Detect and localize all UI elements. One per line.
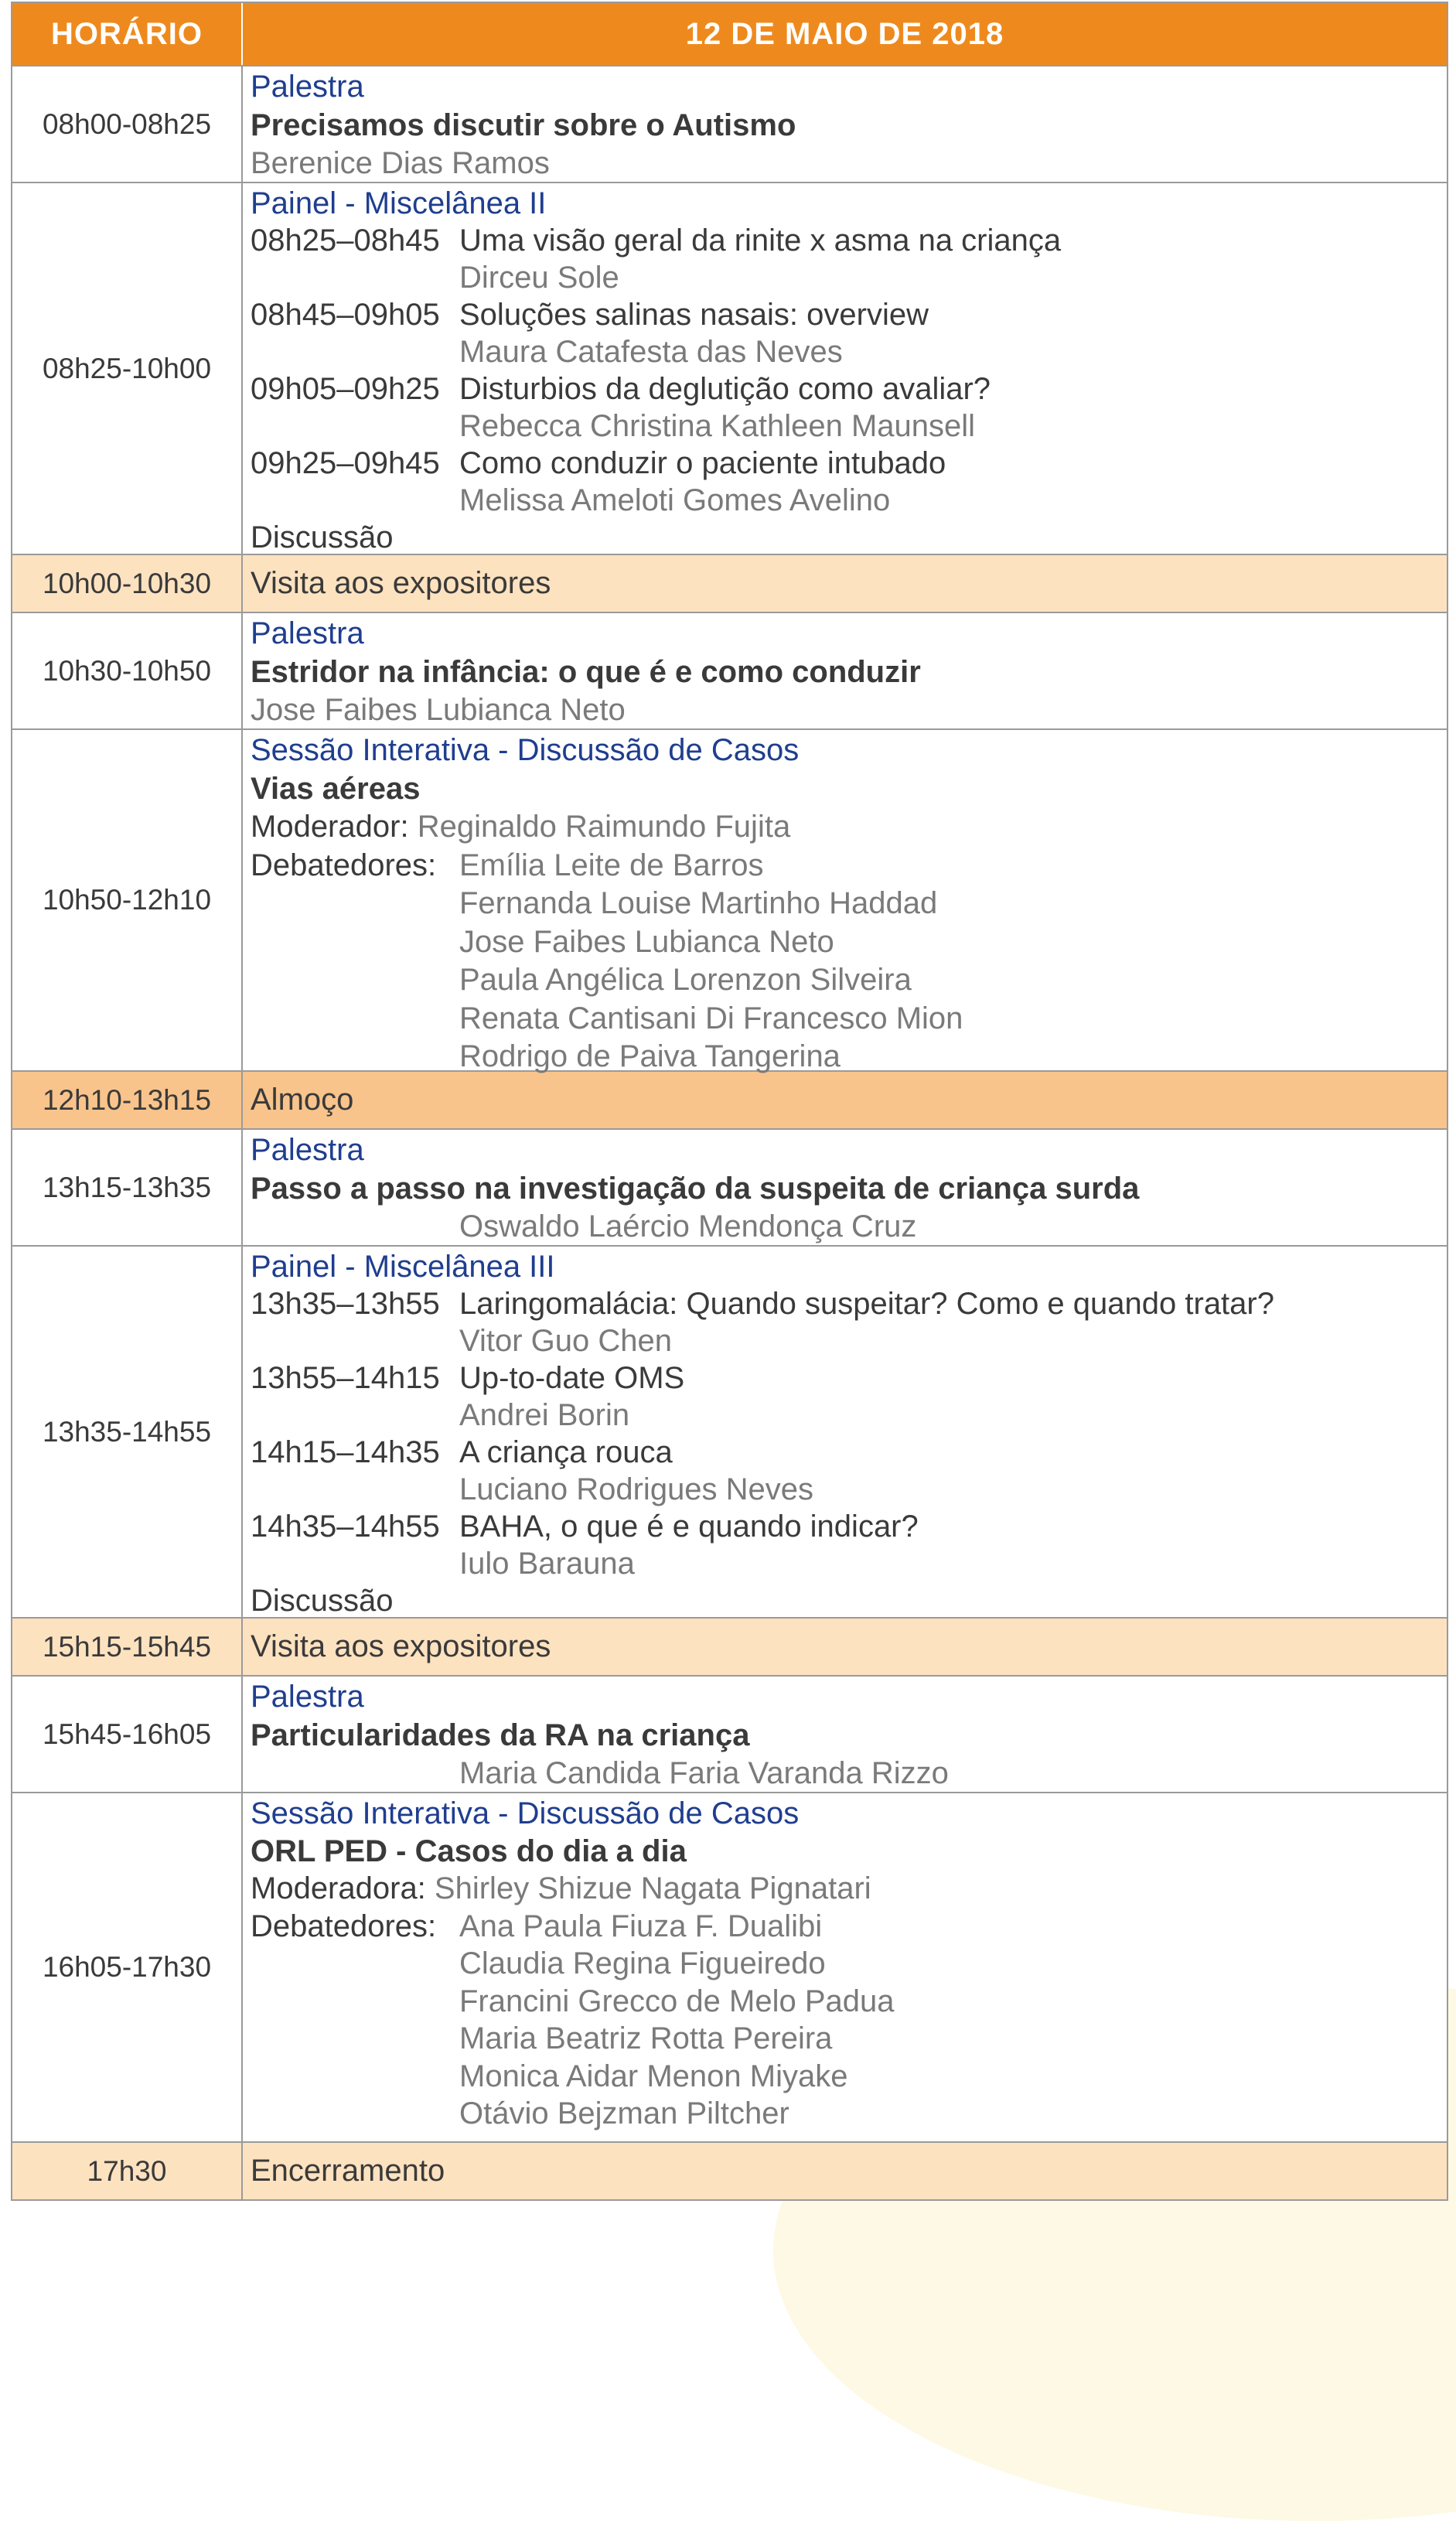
session-speaker: Berenice Dias Ramos — [251, 146, 550, 180]
row-content: Visita aos expositores — [251, 1629, 551, 1663]
table-row — [12, 65, 1447, 182]
talk-time: 14h15–14h35 — [251, 1435, 440, 1469]
session-category: Sessão Interativa - Discussão de Casos — [251, 733, 800, 767]
debaters-label: Debatedores: — [251, 1909, 437, 1943]
header-time-column: HORÁRIO — [12, 3, 243, 65]
table-row — [12, 1128, 1447, 1245]
debater-name: Claudia Regina Figueiredo — [459, 1946, 826, 1980]
talk-speaker: Vitor Guo Chen — [459, 1324, 672, 1358]
session-category: Palestra — [251, 1133, 364, 1167]
talk-time: 08h25–08h45 — [251, 223, 440, 258]
table-row — [12, 554, 1447, 612]
table-row — [12, 728, 1447, 1073]
talk-title: Up-to-date OMS — [459, 1361, 685, 1395]
row-time: 08h25-10h00 — [12, 183, 243, 554]
row-content — [243, 1130, 1447, 1245]
panel-talk — [251, 222, 1439, 259]
talk-title: Uma visão geral da rinite x asma na criança — [459, 223, 1062, 258]
panel-talk — [251, 1285, 1439, 1322]
row-time: 13h35-14h55 — [12, 1247, 243, 1617]
session-title: Passo a passo na investigação da suspeita de criança surda — [251, 1171, 1140, 1206]
debater-name: Paula Angélica Lorenzon Silveira — [459, 963, 912, 997]
row-time: 15h45-16h05 — [12, 1677, 243, 1792]
debaters-label: Debatedores: — [251, 848, 437, 882]
panel-talk — [251, 445, 1439, 482]
session-category: Painel - Miscelânea III — [251, 1250, 555, 1284]
talk-title: A criança rouca — [459, 1435, 673, 1469]
moderator-name: Reginaldo Raimundo Fujita — [417, 810, 791, 844]
row-time: 08h00-08h25 — [12, 67, 243, 182]
row-content — [243, 67, 1447, 182]
panel-talk — [251, 1359, 1439, 1397]
moderator-line — [251, 808, 1439, 847]
talk-speaker: Maura Catafesta das Neves — [459, 335, 843, 369]
debater-name: Ana Paula Fiuza F. Dualibi — [459, 1909, 823, 1943]
debater-name: Jose Faibes Lubianca Neto — [459, 924, 834, 959]
debater-name: Renata Cantisani Di Francesco Mion — [459, 1001, 963, 1035]
session-category: Painel - Miscelânea II — [251, 186, 547, 220]
row-time: 15h15-15h45 — [12, 1619, 243, 1675]
row-time: 10h30-10h50 — [12, 613, 243, 728]
session-category: Palestra — [251, 1680, 364, 1714]
panel-talk — [251, 1508, 1439, 1545]
talk-time: 08h45–09h05 — [251, 298, 440, 332]
talk-speaker: Dirceu Sole — [459, 261, 619, 295]
row-content — [243, 730, 1447, 1073]
schedule-table — [11, 2, 1448, 2201]
talk-speaker: Rebecca Christina Kathleen Maunsell — [459, 409, 976, 443]
row-time: 17h30 — [12, 2143, 243, 2199]
session-speaker: Oswaldo Laércio Mendonça Cruz — [459, 1209, 917, 1243]
session-title: Estridor na infância: o que é e como conduzir — [251, 654, 921, 689]
session-category: Palestra — [251, 70, 364, 104]
table-row — [12, 1617, 1447, 1675]
row-content — [243, 1793, 1447, 2141]
debater-name: Monica Aidar Menon Miyake — [459, 2059, 848, 2093]
header-date-column: 12 DE MAIO DE 2018 — [685, 16, 1004, 51]
talk-title: Soluções salinas nasais: overview — [459, 298, 929, 332]
row-time: 10h00-10h30 — [12, 555, 243, 612]
row-content — [243, 183, 1447, 554]
table-row — [12, 612, 1447, 728]
discussion-label: Discussão — [251, 520, 394, 554]
session-speaker: Jose Faibes Lubianca Neto — [251, 693, 626, 727]
row-time: 12h10-13h15 — [12, 1072, 243, 1128]
row-time: 13h15-13h35 — [12, 1130, 243, 1245]
talk-title: Como conduzir o paciente intubado — [459, 446, 946, 480]
talk-speaker: Andrei Borin — [459, 1398, 630, 1432]
panel-talk — [251, 370, 1439, 408]
session-category: Sessão Interativa - Discussão de Casos — [251, 1796, 800, 1830]
debaters-line — [251, 847, 1439, 885]
talk-speaker: Iulo Barauna — [459, 1547, 635, 1581]
row-time: 10h50-12h10 — [12, 730, 243, 1070]
row-content — [243, 1677, 1447, 1792]
table-row — [12, 2141, 1447, 2199]
table-header — [12, 3, 1447, 65]
row-content — [243, 613, 1447, 728]
debater-name: Rodrigo de Paiva Tangerina — [459, 1039, 841, 1073]
table-row — [12, 182, 1447, 554]
debater-name: Francini Grecco de Melo Padua — [459, 1984, 895, 2018]
row-time: 16h05-17h30 — [12, 1793, 243, 2141]
session-speaker: Maria Candida Faria Varanda Rizzo — [459, 1756, 949, 1790]
moderator-label: Moderador: — [251, 810, 409, 844]
debater-name: Otávio Bejzman Piltcher — [459, 2096, 789, 2130]
talk-title: BAHA, o que é e quando indicar? — [459, 1510, 919, 1544]
debater-name: Emília Leite de Barros — [459, 848, 764, 882]
session-title: Vias aéreas — [251, 771, 421, 806]
talk-speaker: Melissa Ameloti Gomes Avelino — [459, 483, 891, 517]
session-category: Palestra — [251, 616, 364, 650]
row-content: Encerramento — [251, 2153, 445, 2188]
panel-talk — [251, 296, 1439, 333]
table-row — [12, 1792, 1447, 2141]
row-content — [243, 1247, 1447, 1617]
panel-talk — [251, 1434, 1439, 1471]
talk-time: 09h25–09h45 — [251, 446, 440, 480]
debater-name: Maria Beatriz Rotta Pereira — [459, 2021, 833, 2055]
discussion-label: Discussão — [251, 1584, 394, 1618]
table-row — [12, 1675, 1447, 1792]
debaters-line — [251, 1908, 1439, 1946]
talk-title: Laringomalácia: Quando suspeitar? Como e quando tratar? — [459, 1287, 1274, 1321]
talk-time: 09h05–09h25 — [251, 372, 440, 406]
session-title: ORL PED - Casos do dia a dia — [251, 1834, 687, 1868]
talk-time: 13h35–13h55 — [251, 1287, 440, 1321]
table-row — [12, 1245, 1447, 1617]
row-content: Visita aos expositores — [251, 565, 551, 600]
moderator-label: Moderadora: — [251, 1871, 426, 1905]
talk-time: 14h35–14h55 — [251, 1510, 440, 1544]
moderator-name: Shirley Shizue Nagata Pignatari — [434, 1871, 871, 1905]
debater-name: Fernanda Louise Martinho Haddad — [459, 886, 938, 920]
table-row — [12, 1070, 1447, 1128]
session-title: Particularidades da RA na criança — [251, 1718, 750, 1752]
moderator-line — [251, 1870, 1439, 1908]
talk-title: Disturbios da deglutição como avaliar? — [459, 372, 991, 406]
talk-speaker: Luciano Rodrigues Neves — [459, 1472, 814, 1506]
session-title: Precisamos discutir sobre o Autismo — [251, 107, 796, 142]
row-content: Almoço — [251, 1082, 354, 1117]
talk-time: 13h55–14h15 — [251, 1361, 440, 1395]
